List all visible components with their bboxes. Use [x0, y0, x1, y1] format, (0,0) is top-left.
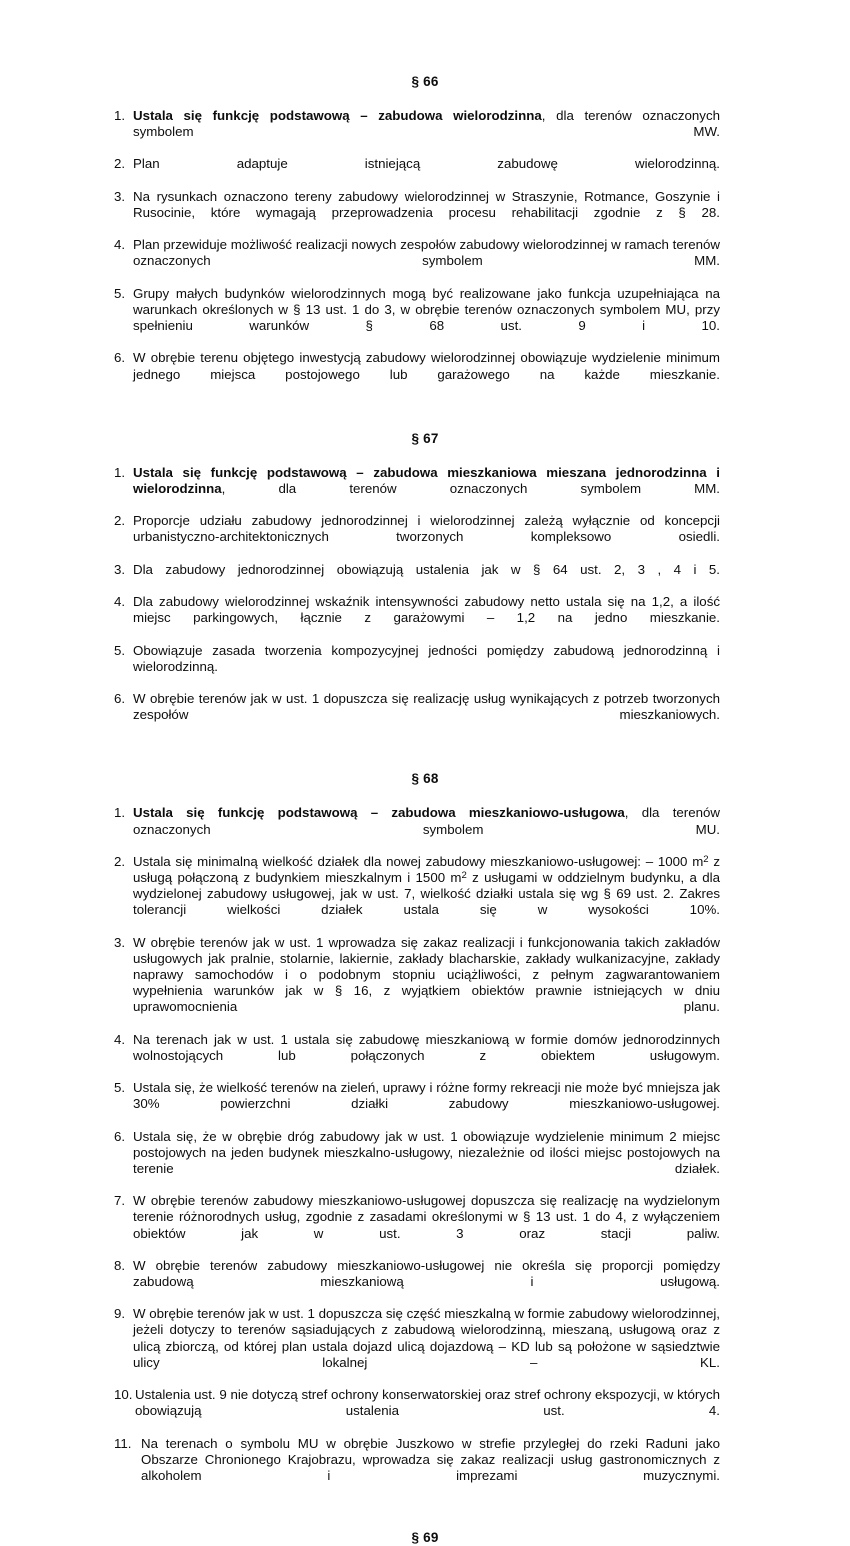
clause-text: [141, 1436, 720, 1501]
clause-text: [133, 643, 720, 691]
clause-marker: 4.: [114, 594, 126, 610]
clause-item: [114, 1306, 720, 1387]
clause-marker: 6.: [114, 350, 126, 366]
clause-text: [133, 1080, 720, 1128]
section-heading-68: § 68: [411, 771, 439, 787]
clause-body: , dla terenów oznaczonych symbolem MU.: [133, 805, 720, 837]
clause-marker: 2.: [114, 513, 126, 529]
clause-text: [133, 189, 720, 237]
clause-item: [114, 156, 720, 188]
clause-text: [133, 237, 720, 285]
clause-marker: 6.: [114, 1128, 126, 1144]
clause-body: Dla zabudowy jednorodzinnej obowiązują ustalenia jak w § 64 ust. 2, 3 , 4 i 5.: [133, 561, 720, 577]
clause-marker: 2.: [114, 853, 126, 869]
clause-item: [114, 513, 720, 561]
clause-marker: 2.: [114, 156, 126, 172]
clause-bold-lead: Ustala się funkcję podstawową – zabudowa mieszkaniowo-usługowa: [133, 805, 625, 821]
clause-marker: 3.: [114, 188, 126, 204]
clause-text: [133, 465, 720, 513]
clause-body: W obrębie terenów zabudowy mieszkaniowo-usługowej nie określa się proporcji pomiędzy zabudową mieszkaniową i usługową.: [133, 1257, 720, 1289]
clause-marker: 7.: [114, 1193, 126, 1209]
clause-item: [114, 1193, 720, 1258]
clause-marker: 6.: [114, 691, 126, 706]
clause-body: Na rysunkach oznaczono tereny zabudowy wielorodzinnej w Straszynie, Rotmance, Goszynie i Rusocinie, które wymagają przeprowadzenia procesu rehabilitacji zgodnie z § 28.: [133, 188, 720, 220]
clause-body: , dla terenów oznaczonych symbolem MW.: [133, 108, 720, 140]
clause-item: [114, 562, 720, 594]
clause-item: [114, 465, 720, 513]
clause-body: Ustala się, że wielkość terenów na zieleń, uprawy i różne formy rekreacji nie może być mniejsza jak 30% powierzchni działki zabudowy mieszkaniowo-usługowej.: [133, 1080, 720, 1112]
clause-item: [114, 935, 720, 1032]
section-heading-67: § 67: [411, 430, 439, 446]
clause-body: , dla terenów oznaczonych symbolem MM.: [221, 480, 720, 496]
clause-marker: 4.: [114, 1031, 126, 1047]
clause-body: Plan adaptuje istniejącą zabudowę wielorodzinną.: [133, 156, 720, 172]
clause-body: Na terenach jak w ust. 1 ustala się zabudowę mieszkaniową w formie domów jednorodzinnych wolnostojących lub połączonych z obiektem usługowym.: [133, 1031, 720, 1063]
clause-text: [133, 805, 720, 853]
clause-marker: 5.: [114, 285, 126, 301]
clause-text: [133, 935, 720, 1032]
clause-marker: 1.: [114, 464, 126, 480]
clause-item: [114, 854, 720, 935]
section-heading-66: § 66: [411, 74, 439, 89]
clause-text: [133, 513, 720, 561]
clause-list-67: [114, 465, 720, 740]
clause-marker: 11.: [114, 1435, 132, 1451]
clause-marker: 1.: [114, 805, 126, 821]
clause-item: [114, 1258, 720, 1306]
clause-text: [133, 1129, 720, 1194]
clause-item: [114, 350, 720, 398]
clause-marker: 4.: [114, 237, 126, 253]
clause-text: [133, 286, 720, 351]
clause-body: W obrębie terenu objętego inwestycją zabudowy wielorodzinnej obowiązuje wydzielenie minimum jednego miejsca postojowego lub garażowego na każde mieszkanie.: [133, 350, 720, 382]
clause-list-68: [114, 805, 720, 1500]
clause-item: [114, 805, 720, 853]
clause-body: Na terenach o symbolu MU w obrębie Juszkowo w strefie przyległej do rzeki Raduni jako Obszarze Chronionego Krajobrazu, wprowadza się zakaz realizacji usług gastronomicznych z alkoholem i imprezami muzycznymi.: [141, 1435, 720, 1483]
clause-bold-lead: Ustala się funkcję podstawową – zabudowa mieszkaniowa mieszana jednorodzinna i wielorodzinna: [133, 464, 720, 496]
clause-item: [114, 1080, 720, 1128]
clause-item: [114, 286, 720, 351]
clause-text: [133, 594, 720, 642]
clause-marker: 10.: [114, 1387, 133, 1403]
clause-item: [114, 643, 720, 691]
clause-item: [114, 1436, 720, 1501]
clause-text: [133, 350, 720, 398]
clause-item: [114, 108, 720, 156]
clause-text: [133, 1258, 720, 1306]
clause-item: [114, 691, 720, 739]
clause-body: W obrębie terenów jak w ust. 1 dopuszcza się część mieszkalną w formie zabudowy wielorodzinnej, jeżeli dotyczy to terenów sąsiadujących z zabudową wielorodzinną, mieszaną, usługową oraz z ulicą zbiorczą, od której plan ustala dojazd ulicą dojazdową – KD lub są położone w sąsiedztwie ulicy lokalnej – KL.: [133, 1306, 720, 1370]
clause-text: [135, 1387, 720, 1435]
clause-body: W obrębie terenów jak w ust. 1 wprowadza się zakaz realizacji i funkcjonowania takich zakładów usługowych jak pralnie, stolarnie, lakiernie, zakłady blacharskie, zakłady wulkanizacyjne, zakłady naprawy samochodów i o podobnym stopniu uciążliwości, z pełnym zagwarantowaniem wypełnienia warunków jak w § 16, z wyjątkiem obiektów prawnie istniejących w dniu uprawomocnienia planu.: [133, 934, 720, 1015]
clause-marker: 1.: [114, 108, 126, 123]
clause-body: W obrębie terenów zabudowy mieszkaniowo-usługowej dopuszcza się realizację na wydzielonym terenie różnorodnych usług, zgodnie z zasadami określonymi w § 13 ust. 1 do 4, z wyłączeniem obiektów jak w ust. 3 oraz stacji paliw.: [133, 1193, 720, 1241]
clause-text: [133, 1306, 720, 1387]
clause-body: Proporcje udziału zabudowy jednorodzinnej i wielorodzinnej zależą wyłącznie od koncepcji urbanistyczno-architektonicznych tworzonych kompleksowo osiedli.: [133, 513, 720, 545]
clause-body: Ustala się, że w obrębie dróg zabudowy jak w ust. 1 obowiązuje wydzielenie minimum 2 miejsc postojowych na jeden budynek mieszkalno-usługowy, niezależnie od ilości miejsc postojowych na terenie działek.: [133, 1128, 720, 1176]
clause-item: [114, 1032, 720, 1080]
clause-item: [114, 189, 720, 237]
clause-marker: 5.: [114, 642, 126, 658]
clause-item: [114, 1129, 720, 1194]
clause-text: [133, 108, 720, 156]
clause-marker: 3.: [114, 934, 126, 950]
clause-body: Plan przewiduje możliwość realizacji nowych zespołów zabudowy wielorodzinnej w ramach terenów oznaczonych symbolem MM.: [133, 237, 720, 269]
clause-body: Obowiązuje zasada tworzenia kompozycyjnej jedności pomiędzy zabudową jednorodzinną i wielorodzinną.: [133, 642, 720, 674]
clause-text: [133, 1032, 720, 1080]
clause-text: [133, 156, 720, 188]
clause-text: [133, 854, 720, 935]
section-heading-69: § 69: [411, 1530, 439, 1546]
clause-text: [133, 562, 720, 594]
clause-marker: 8.: [114, 1257, 126, 1273]
clause-marker: 5.: [114, 1080, 126, 1096]
clause-list-66: [114, 108, 720, 399]
clause-text: [133, 691, 720, 739]
clause-body: Ustalenia ust. 9 nie dotyczą stref ochrony konserwatorskiej oraz stref ochrony ekspozycji, w których obowiązują ustalenia ust. 4.: [135, 1387, 720, 1419]
clause-body: W obrębie terenów jak w ust. 1 dopuszcza się realizację usług wynikających z potrzeb tworzonych zespołów mieszkaniowych.: [133, 691, 720, 723]
clause-item: [114, 1387, 720, 1435]
clause-text: [133, 1193, 720, 1258]
clause-body: Grupy małych budynków wielorodzinnych mogą być realizowane jako funkcja uzupełniająca na warunkach określonych w § 13 ust. 1 do 3, w obrębie terenów oznaczonych symbolem MU, przy spełnieniu warunków § 68 ust. 9 i 10.: [133, 285, 720, 334]
clause-bold-lead: Ustala się funkcję podstawową – zabudowa wielorodzinna: [133, 108, 542, 123]
clause-item: [114, 594, 720, 642]
clause-item: [114, 237, 720, 285]
clause-body: Ustala się minimalną wielkość działek dla nowej zabudowy mieszkaniowo-usługowej: – 1000 $m^2$ z usługą połączoną z budynkiem mieszkalnym i 1500 $m^2$ z usługami w oddzielnym budynku, a dla wydzielonej zabudowy usługowej, jak w ust. 7, wielkość działki ustala się wg § 69 ust. 2. Zakres tolerancji wielkości działek ustala się w wysokości 10%.: [133, 853, 720, 918]
clause-body: Dla zabudowy wielorodzinnej wskaźnik intensywności zabudowy netto ustala się na 1,2, a ilość miejsc parkingowych, łącznie z garażowymi – 1,2 na jedno mieszkanie.: [133, 594, 720, 626]
clause-marker: 9.: [114, 1306, 126, 1322]
clause-marker: 3.: [114, 561, 126, 577]
